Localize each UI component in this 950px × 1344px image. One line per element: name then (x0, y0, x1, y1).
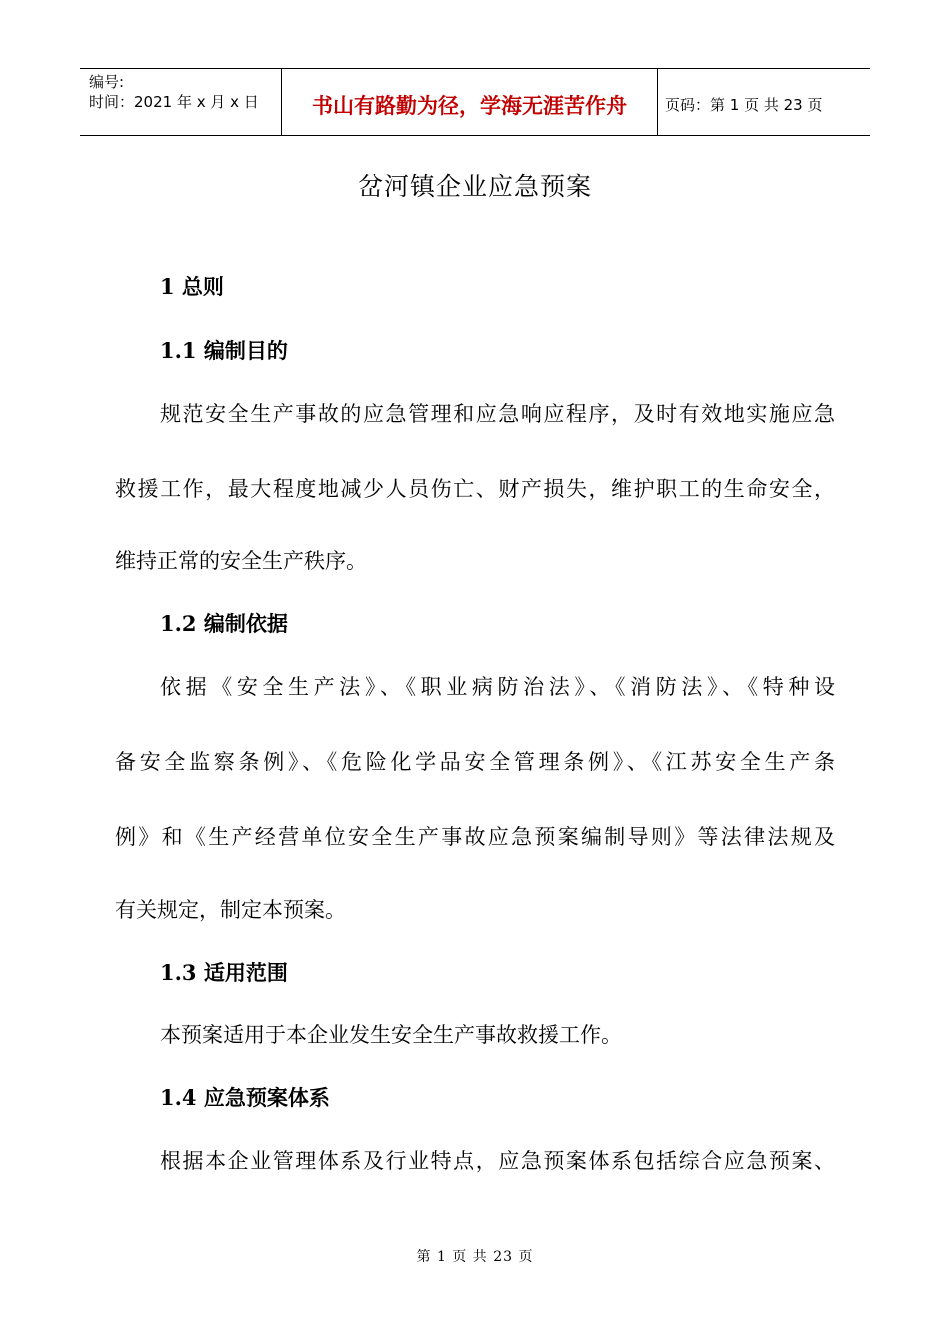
document-title: 岔河镇企业应急预案 (357, 172, 592, 201)
paragraph-line: 本预案适用于本企业发生安全生产事故救援工作。 (160, 1023, 622, 1047)
paragraph-line: 依据《安全生产法》、《职业病防治法》、《消防法》、《特种设 (160, 675, 835, 699)
paragraph-line: 救援工作，最大程度地减少人员伤亡、财产损失，维护职工的生命安全， (115, 477, 835, 501)
section-heading: 1.4 应急预案体系 (160, 1085, 330, 1110)
paragraph-line: 备安全监察条例》、《危险化学品安全管理条例》、《江苏安全生产条 (115, 750, 835, 774)
page-header (80, 68, 870, 136)
paragraph-line: 例》和《生产经营单位安全生产事故应急预案编制导则》等法律法规及 (115, 825, 835, 849)
page-footer: 第 1 页 共 23 页 (416, 1249, 534, 1265)
document-number-label: 编号: (89, 73, 125, 91)
paragraph-line: 有关规定，制定本预案。 (115, 898, 346, 922)
paragraph-line: 规范安全生产事故的应急管理和应急响应程序，及时有效地实施应急 (160, 402, 835, 426)
paragraph-line: 维持正常的安全生产秩序。 (115, 549, 367, 573)
header-meta (80, 69, 282, 135)
document-date-label: 时间：2021 年 x 月 x 日 (89, 93, 259, 111)
section-heading: 1 总则 (160, 274, 224, 299)
section-heading: 1.2 编制依据 (160, 611, 288, 636)
paragraph-line: 根据本企业管理体系及行业特点，应急预案体系包括综合应急预案、 (160, 1149, 835, 1173)
header-page-code: 页码：第 1 页 共 23 页 (665, 95, 823, 114)
header-motto: 书山有路勤为径，学海无涯苦作舟 (282, 69, 658, 135)
section-heading: 1.3 适用范围 (160, 960, 288, 985)
section-heading: 1.1 编制目的 (160, 338, 288, 363)
